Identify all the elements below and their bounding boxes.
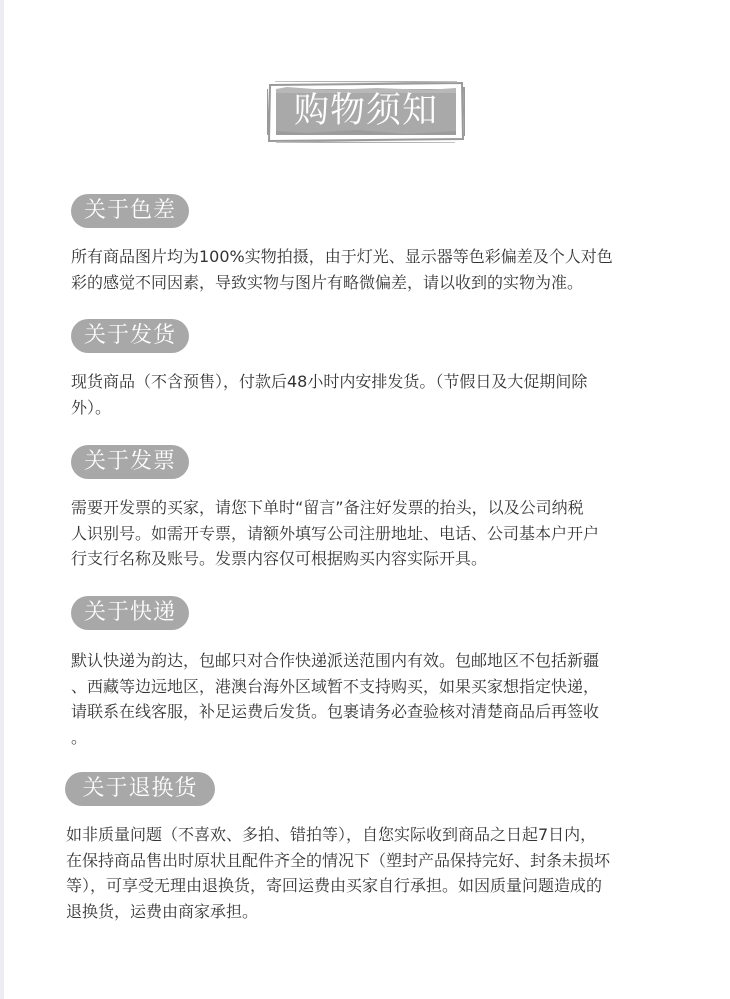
section-body-invoice (71, 495, 599, 572)
body-line: 默认快递为韵达，包邮只对合作快递派送范围内有效。包邮地区不包括新疆 (71, 651, 600, 670)
body-line: 需要开发票的买家，请您下单时“留言”备注好发票的抬头，以及公司纳税 (71, 498, 584, 517)
section-body-courier (71, 648, 599, 750)
body-line: 请联系在线客服，补足运费后发货。包裹请务必查验核对清楚商品后再签收 (71, 702, 600, 721)
body-line: 在保持商品售出时原状且配件齐全的情况下（塑封产品保持完好、封条未损坏 (66, 850, 611, 870)
section-label-invoice: 关于发票 (71, 445, 189, 479)
body-line: 行支行名称及账号。发票内容仅可根据购买内容实际开具。 (71, 549, 488, 568)
body-line: 、西藏等边远地区，港澳台海外区域暂不支持购买，如果买家想指定快递， (71, 676, 600, 696)
section-body-shipping (71, 369, 587, 420)
body-line: 彩的感觉不同因素，导致实物与图片有略微偏差，请以收到的实物为准。 (71, 272, 584, 292)
body-line: 退换货，运费由商家承担。 (66, 901, 259, 921)
body-line: 等），可享受无理由退换货，寄回运费由买家自行承担。如因质量问题造成的 (66, 876, 603, 895)
section-label-shipping: 关于发货 (71, 319, 189, 353)
body-line: 外）。 (71, 397, 112, 417)
page-title: 购物须知 (293, 91, 438, 131)
section-label-courier: 关于快递 (71, 596, 189, 630)
section-label-color-difference: 关于色差 (71, 194, 189, 228)
body-line: 所有商品图片均为100%实物拍摄，由于灯光、显示器等色彩偏差及个人对色 (71, 247, 613, 266)
body-line: 现货商品（不含预售），付款后48小时内安排发货。（节假日及大促期间除 (71, 372, 588, 391)
section-body-returns (66, 822, 610, 924)
body-line: 如非质量问题（不喜欢、多拍、错拍等），自您实际收到商品之日起7日内， (66, 825, 597, 844)
body-line: 。 (71, 727, 88, 747)
section-body-color-difference (71, 244, 613, 295)
section-label-returns: 关于退换货 (65, 772, 215, 806)
title-banner (267, 81, 465, 143)
left-edge-border (0, 0, 4, 999)
body-line: 人识别号。如需开专票，请额外填写公司注册地址、电话、公司基本户开户 (71, 523, 600, 543)
